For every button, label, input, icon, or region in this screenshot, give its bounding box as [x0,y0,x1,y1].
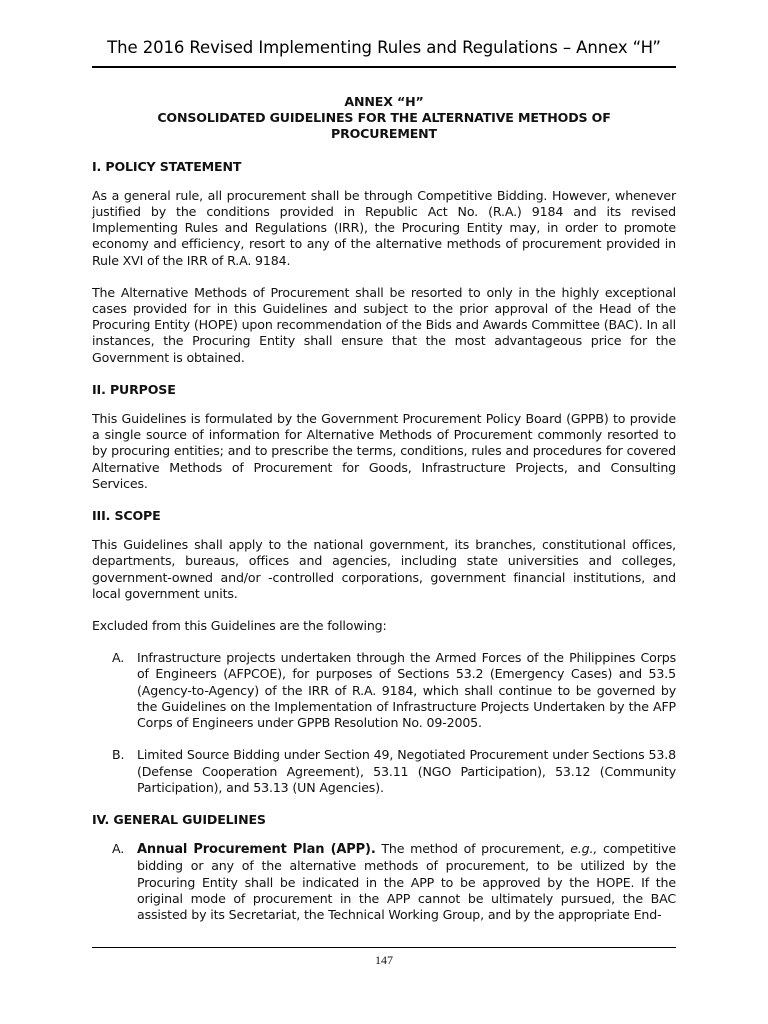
list-item-letter: A. [112,650,125,666]
app-text-part-1: The method of procurement, [375,841,571,857]
scope-paragraph-1: This Guidelines shall apply to the national government, its branches, constitutional offices, departments, bureaus, offices and agencies, including state universities and colleges, government-owned and/or -controlled corporations, government financial institutions, and local government units. [92,537,676,601]
section-heading-scope: III. SCOPE [92,508,161,524]
annex-title-line-1: ANNEX “H” [344,94,424,109]
list-item-letter: B. [112,747,125,763]
app-text-part-2: competitive bidding or any of the alternative methods of procurement, to be utilized by the Procuring Entity shall be indicated in the APP to be approved by the HOPE. If the original mode of procurement in the APP cannot be ultimately pursued, the BAC assisted by its Secretariat, the Technical Working Group, and by the appropriate End- [137,841,677,922]
document-body [92,94,676,939]
list-item-text: Limited Source Bidding under Section 49, Negotiated Procurement under Sections 53.8 (Defense Cooperation Agreement), 53.11 (NGO Participation), 53.12 (Community Participation), and 53.13 (UN Agencies). [137,747,676,795]
annex-title-line-2: CONSOLIDATED GUIDELINES FOR THE ALTERNATIVE METHODS OF [157,110,611,126]
section-heading-purpose: II. PURPOSE [92,381,176,397]
header-divider [92,66,676,68]
page-number: 147 [375,953,393,967]
annex-title [92,94,676,143]
exclusions-list [92,650,676,796]
annex-title-line-3: PROCUREMENT [330,126,438,142]
running-header: The 2016 Revised Implementing Rules and Regulations – Annex “H” [107,38,661,57]
list-item [92,841,676,923]
app-eg-abbrev: e.g., [570,841,598,857]
scope-paragraph-2: Excluded from this Guidelines are the following: [92,618,387,634]
policy-paragraph-2: The Alternative Methods of Procurement shall be resorted to only in the highly exceptional cases provided for in this Guidelines and subject to the prior approval of the Head of the Procuring Entity (HOPE) upon recommendation of the Bids and Awards Committee (BAC). In all instances, the Procuring Entity shall ensure that the most advantageous price for the Government is obtained. [92,284,676,365]
purpose-paragraph: This Guidelines is formulated by the Government Procurement Policy Board (GPPB) to provide a single source of information for Alternative Methods of Procurement commonly resorted to by procuring entities; and to prescribe the terms, conditions, rules and procedures for covered Alternative Methods of Procurement for Goods, Infrastructure Projects, and Consulting Services. [92,411,676,491]
app-lead-heading: Annual Procurement Plan (APP). [137,842,376,858]
list-item-letter: A. [112,841,125,857]
footer-divider [92,947,676,948]
general-guidelines-list [92,841,676,923]
list-item [92,650,676,731]
section-heading-policy: I. POLICY STATEMENT [92,158,242,174]
list-item-text: Infrastructure projects undertaken through the Armed Forces of the Philippines Corps of Engineers (AFPCOE), for purposes of Sections 53.2 (Emergency Cases) and 53.5 (Agency-to-Agency) of the IRR of R.A. 9184, which shall continue to be governed by the Guidelines on the Implementation of Infrastructure Projects Undertaken by the AFP Corps of Engineers under GPPB Resolution No. 09-2005. [137,650,676,731]
policy-paragraph-1: As a general rule, all procurement shall be through Competitive Bidding. However, whenever justified by the conditions provided in Republic Act No. (R.A.) 9184 and its revised Implementing Rules and Regulations (IRR), the Procuring Entity may, in order to promote economy and efficiency, resort to any of the alternative methods of procurement provided in Rule XVI of the IRR of R.A. 9184. [92,187,676,268]
list-item-text [137,841,676,923]
section-heading-general-guidelines: IV. GENERAL GUIDELINES [92,811,266,827]
list-item [92,747,676,796]
